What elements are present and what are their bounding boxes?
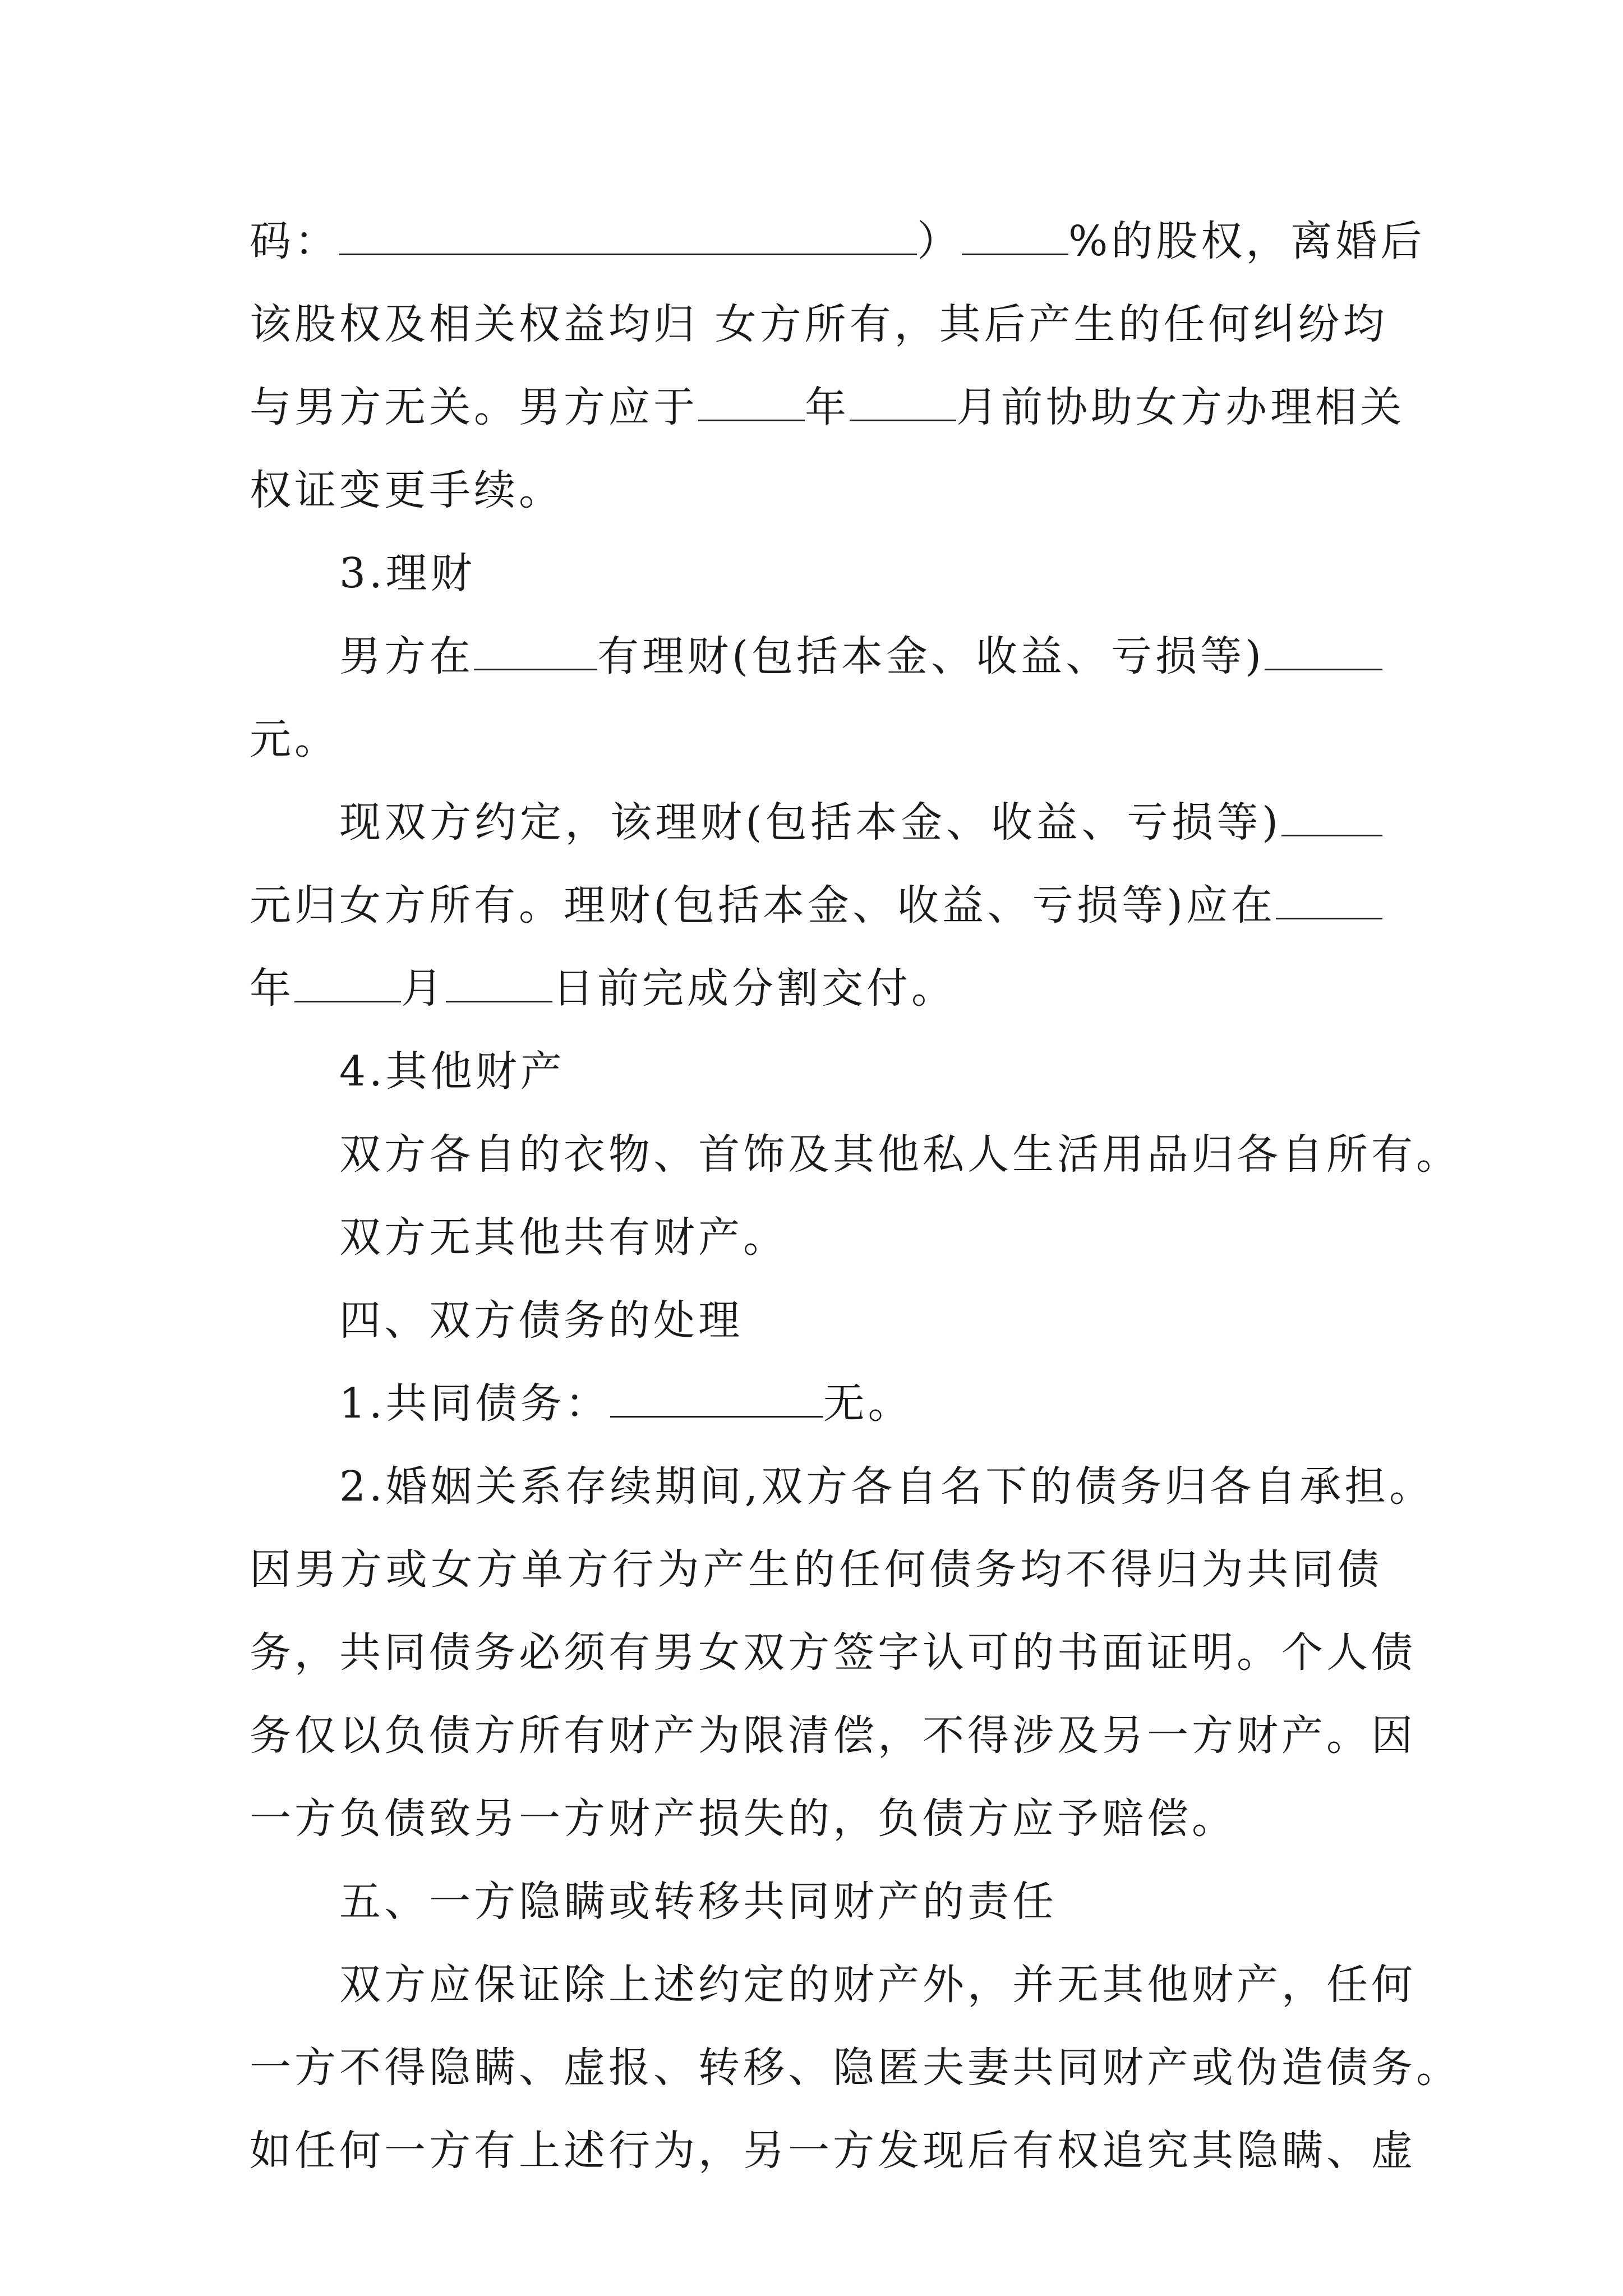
text-run: 元。	[250, 715, 339, 763]
text-line	[250, 960, 1382, 1016]
text-line	[250, 213, 1426, 269]
text-run: 日前完成分割交付。	[552, 964, 956, 1013]
text-line	[250, 296, 1388, 352]
text-run: 双方各自的衣物、首饰及其他私人生活用品归各自所有。	[339, 1130, 1461, 1179]
fill-in-blank[interactable]	[1276, 878, 1382, 919]
text-line	[250, 2040, 1461, 2096]
text-run: 双方无其他共有财产。	[339, 1213, 788, 1262]
text-run: 1.共同债务：	[339, 1379, 610, 1428]
fill-in-blank[interactable]	[294, 961, 401, 1002]
text-line	[339, 1126, 1461, 1182]
text-run: 年	[250, 964, 294, 1013]
text-line	[250, 1542, 1382, 1598]
text-run: 四、双方债务的处理	[339, 1296, 743, 1345]
fill-in-blank[interactable]	[474, 629, 597, 670]
text-run: 一方不得隐瞒、虚报、转移、隐匿夫妻共同财产或伪造债务。	[250, 2044, 1461, 2092]
text-line	[250, 1625, 1416, 1681]
text-line	[250, 711, 1382, 767]
section-heading	[339, 1292, 1382, 1349]
text-run: 年	[805, 383, 850, 431]
fill-in-blank[interactable]	[1265, 629, 1382, 670]
fill-in-blank[interactable]	[610, 1377, 823, 1418]
text-line	[339, 1957, 1416, 2013]
text-run: 码：	[250, 217, 339, 265]
text-line	[339, 794, 1382, 850]
text-line	[250, 2123, 1416, 2179]
text-line	[339, 1209, 1382, 1266]
section-heading	[339, 1043, 1382, 1099]
text-run: 双方应保证除上述约定的财产外，并无其他财产，任何	[339, 1961, 1416, 2009]
text-line	[339, 628, 1382, 684]
section-heading	[339, 545, 1382, 601]
text-line	[250, 1791, 1382, 1847]
text-run: 4.其他财产	[339, 1047, 565, 1096]
text-line	[339, 1458, 1435, 1515]
text-run: 务仅以负债方所有财产为限清偿，不得涉及另一方财产。因	[250, 1711, 1416, 1760]
fill-in-blank[interactable]	[1281, 795, 1382, 836]
text-run: 3.理财	[339, 549, 476, 597]
text-line	[250, 877, 1382, 933]
text-run: 权证变更手续。	[250, 466, 564, 514]
text-line	[250, 379, 1405, 435]
text-run: 现双方约定，该理财(包括本金、收益、亏损等)	[339, 798, 1281, 846]
text-run: 该股权及相关权益均归 女方所有，其后产生的任何纠纷均	[250, 300, 1388, 348]
fill-in-blank[interactable]	[850, 380, 956, 421]
text-run: 月前协助女方办理相关	[956, 383, 1405, 431]
text-run: 2.婚姻关系存续期间,双方各自名下的债务归各自承担。	[339, 1462, 1435, 1511]
text-run: 务，共同债务必须有男女双方签字认可的书面证明。个人债	[250, 1628, 1416, 1677]
text-run: ）	[917, 217, 962, 265]
text-line	[250, 462, 1382, 518]
text-run: 一方负债致另一方财产损失的，负债方应予赔偿。	[250, 1795, 1237, 1843]
text-line	[250, 1708, 1416, 1764]
fill-in-blank[interactable]	[962, 214, 1068, 255]
text-run: 与男方无关。男方应于	[250, 383, 698, 431]
text-run: 因男方或女方单方行为产生的任何债务均不得归为共同债	[250, 1545, 1382, 1594]
text-run: 如任何一方有上述行为，另一方发现后有权追究其隐瞒、虚	[250, 2127, 1416, 2175]
fill-in-blank[interactable]	[698, 380, 805, 421]
section-heading	[339, 1874, 1382, 1930]
text-run: 元归女方所有。理财(包括本金、收益、亏损等)应在	[250, 881, 1276, 930]
fill-in-blank[interactable]	[339, 214, 917, 255]
text-run: 五、一方隐瞒或转移共同财产的责任	[339, 1878, 1057, 1926]
fill-in-blank[interactable]	[446, 961, 552, 1002]
text-run: 无。	[823, 1379, 913, 1428]
text-run: %的股权，离婚后	[1068, 217, 1426, 265]
text-run: 男方在	[339, 632, 474, 680]
text-run: 月	[401, 964, 446, 1013]
text-run: 有理财(包括本金、收益、亏损等)	[597, 632, 1265, 680]
text-line	[339, 1375, 1382, 1432]
